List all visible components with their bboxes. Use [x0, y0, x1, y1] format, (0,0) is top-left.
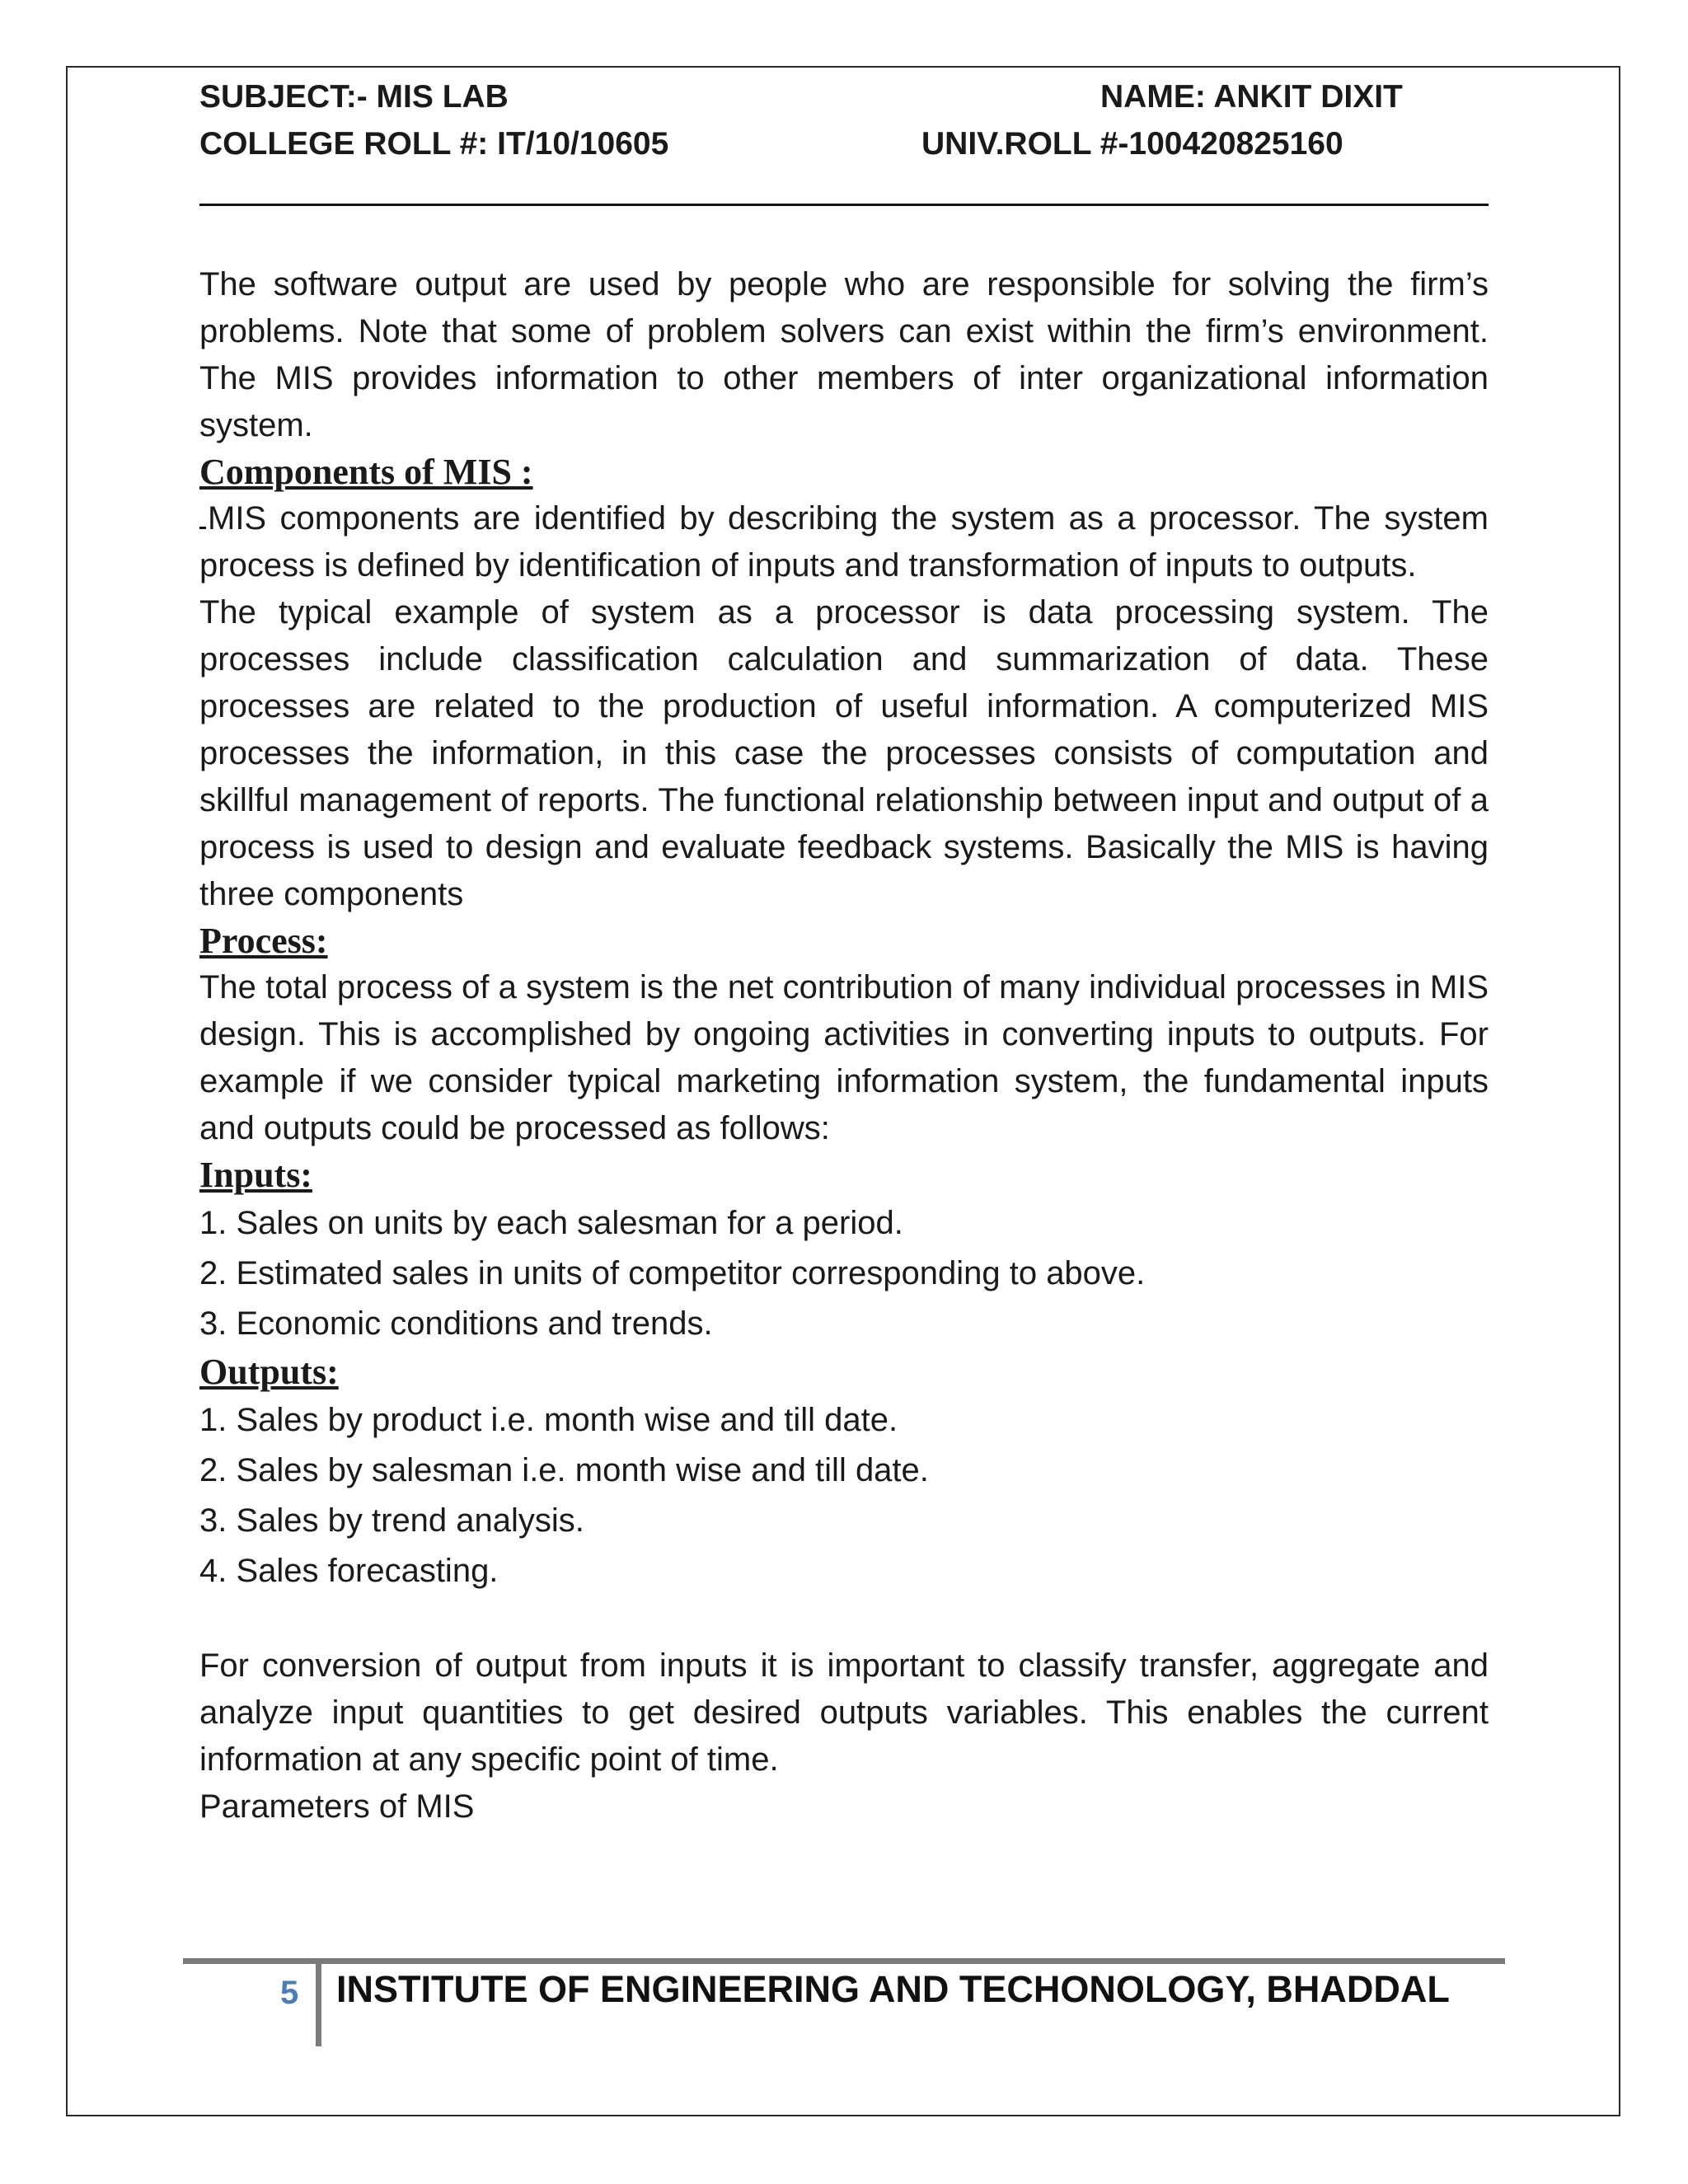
components-paragraph: [199, 495, 1489, 589]
process-heading: Process:: [199, 921, 328, 961]
list-item: 3. Sales by trend analysis.: [199, 1502, 584, 1539]
list-item: 1. Sales on units by each salesman for a period.: [199, 1205, 903, 1241]
header-college-roll: COLLEGE ROLL #: IT/10/10605: [199, 126, 669, 162]
footer-institute: INSTITUTE OF ENGINEERING AND TECHONOLOGY, BHADDAL: [336, 1968, 1450, 2010]
example-paragraph: The typical example of system as a processor is data processing system. The processes include classification calculation and summarization of data. These processes are related to the production of useful information. A computerized MIS processes the information, in this case the processes consists of computation and skillful management of reports. The functional relationship between input and output of a process is used to design and evaluate feedback systems. Basically the MIS is having three components: [199, 594, 1489, 912]
header-subject: SUBJECT:- MIS LAB: [199, 79, 509, 115]
list-item: 2. Estimated sales in units of competitor corresponding to above.: [199, 1255, 1146, 1291]
components-heading: Components of MIS :: [199, 452, 533, 492]
page-number: 5: [280, 1975, 299, 2011]
header-name: NAME: ANKIT DIXIT: [1100, 79, 1403, 115]
components-text: MIS components are identified by describing the system as a processor. The system process is defined by identification of inputs and transformation of inputs to outputs.: [199, 500, 1489, 583]
underscore-mark: [199, 497, 206, 529]
process-paragraph: The total process of a system is the net contribution of many individual processes in MIS design. This is accomplished by ongoing activities in converting inputs to outputs. For example if we consider typical marketing information system, the fundamental inputs and outputs could be processed as follows:: [199, 969, 1489, 1146]
outputs-heading: Outputs:: [199, 1352, 339, 1392]
inputs-heading: Inputs:: [199, 1155, 312, 1195]
header-divider: [199, 204, 1489, 206]
parameters-line: Parameters of MIS: [199, 1788, 475, 1825]
list-item: 2. Sales by salesman i.e. month wise and till date.: [199, 1452, 929, 1488]
blank-line: [199, 1596, 1489, 1643]
intro-paragraph: The software output are used by people who are responsible for solving the firm’s problems. Note that some of problem solvers can exist within the firm’s environment. The MIS provides information to other members of inter organizational information system.: [199, 266, 1489, 443]
header-univ-roll: UNIV.ROLL #-100420825160: [921, 126, 1343, 162]
list-item: 3. Economic conditions and trends.: [199, 1305, 713, 1342]
page-content: [199, 261, 1489, 1830]
footer-vertical-bar: [316, 1964, 321, 2046]
footer-divider: [183, 1958, 1505, 1964]
list-item: 1. Sales by product i.e. month wise and till date.: [199, 1402, 898, 1438]
list-item: 4. Sales forecasting.: [199, 1553, 499, 1589]
conversion-paragraph: For conversion of output from inputs it is important to classify transfer, aggregate and analyze input quantities to get desired outputs variables. This enables the current information at any specific point of time.: [199, 1647, 1489, 1778]
